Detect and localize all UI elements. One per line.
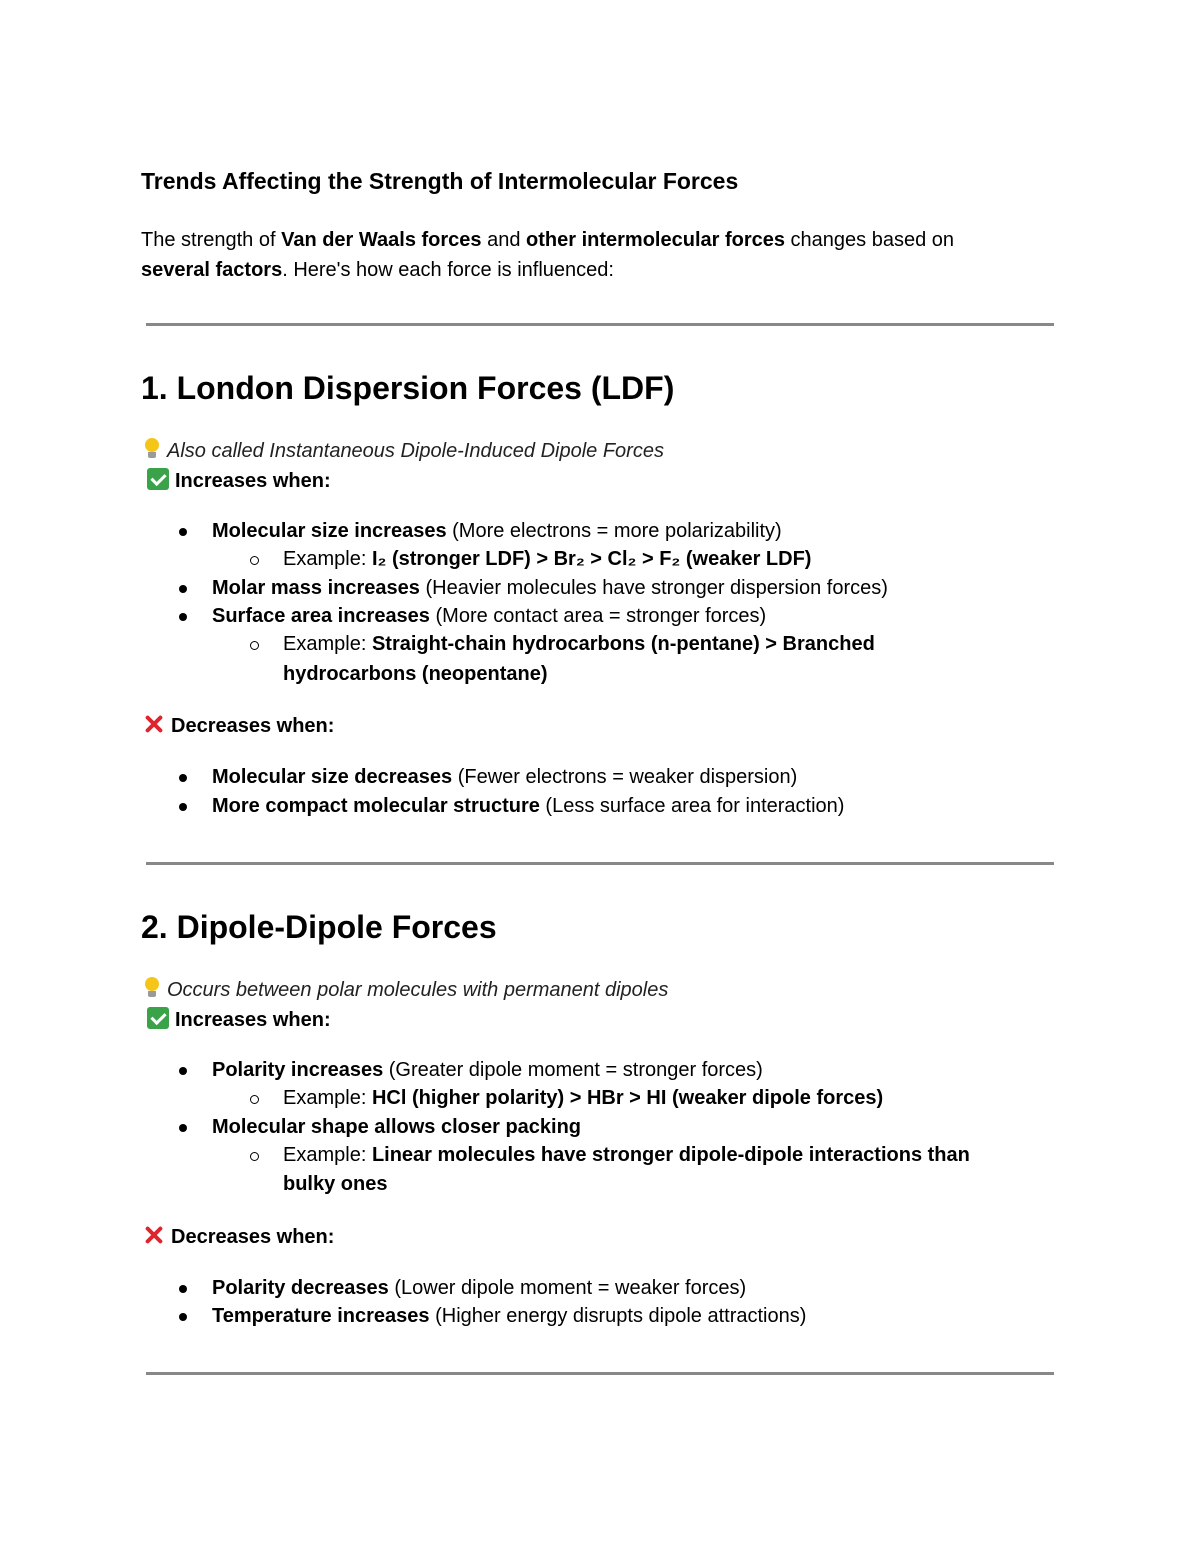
ldf-note: [143, 438, 664, 463]
intro-bold: Van der Waals forces: [281, 229, 482, 251]
dipole-note: [143, 977, 668, 1002]
list-item: [212, 605, 766, 628]
bullet-icon: [179, 528, 187, 536]
dipole-increases-label: [147, 1007, 331, 1032]
list-item: [212, 1277, 746, 1300]
item-text: (More electrons = more polarizability): [446, 520, 782, 542]
label-text: Increases when:: [175, 1009, 331, 1031]
sub-bullet-icon: [250, 641, 259, 650]
intro-text: changes based on: [785, 229, 955, 251]
ldf-increases-label: [147, 468, 331, 493]
example-label: Example:: [283, 1087, 372, 1109]
section-heading-dipole: 2. Dipole-Dipole Forces: [141, 909, 497, 945]
list-subitem: [283, 633, 875, 656]
intro-text: The strength of: [141, 229, 282, 251]
label-text: Decreases when:: [171, 715, 335, 737]
list-item: [212, 766, 797, 789]
list-item: [212, 520, 782, 543]
example-label: Example:: [283, 633, 372, 655]
list-subitem: [283, 1144, 970, 1167]
item-bold: Molecular size increases: [212, 520, 447, 542]
bullet-icon: [179, 803, 187, 811]
example-text: HCl (higher polarity) > HBr > HI (weaker dipole forces): [371, 1087, 884, 1109]
bullet-icon: [179, 1067, 187, 1075]
horizontal-rule: [146, 1372, 1054, 1375]
note-text: Occurs between polar molecules with permanent dipoles: [167, 979, 669, 1001]
item-text: (Lower dipole moment = weaker forces): [388, 1277, 747, 1299]
intro-text: and: [481, 229, 527, 251]
example-text: I₂ (stronger LDF) > Br₂ > Cl₂ > F₂ (weaker LDF): [371, 548, 812, 570]
list-item: [212, 795, 844, 818]
lightbulb-icon: [143, 977, 161, 999]
item-bold: Surface area increases: [212, 605, 430, 627]
bullet-icon: [179, 585, 187, 593]
check-icon: [147, 1007, 169, 1029]
item-bold: Polarity increases: [212, 1059, 384, 1081]
item-bold: More compact molecular structure: [212, 795, 540, 817]
bullet-icon: [179, 613, 187, 621]
sub-bullet-icon: [250, 1152, 259, 1161]
dipole-decreases-label: [143, 1224, 334, 1249]
intro-bold: other intermolecular forces: [526, 229, 785, 251]
list-subitem-continuation: hydrocarbons (neopentane): [283, 663, 548, 685]
ldf-decreases-label: [143, 713, 334, 738]
item-text: (Less surface area for interaction): [539, 795, 845, 817]
document-title: Trends Affecting the Strength of Intermolecular Forces: [141, 168, 739, 194]
list-item: Molecular shape allows closer packing: [212, 1116, 582, 1138]
list-subitem: [283, 1087, 883, 1110]
example-label: Example:: [283, 548, 372, 570]
item-text: (Higher energy disrupts dipole attractions): [429, 1305, 807, 1327]
check-icon: [147, 468, 169, 490]
item-text: (More contact area = stronger forces): [429, 605, 767, 627]
cross-icon: [143, 713, 165, 735]
intro-text: . Here's how each force is influenced:: [282, 259, 614, 281]
intro-paragraph: [141, 225, 1061, 285]
cross-icon: [143, 1224, 165, 1246]
list-item: [212, 1305, 806, 1328]
sub-bullet-icon: [250, 556, 259, 565]
bullet-icon: [179, 1124, 187, 1132]
label-text: Decreases when:: [171, 1226, 335, 1248]
item-text: (Fewer electrons = weaker dispersion): [452, 766, 798, 788]
list-subitem: [283, 548, 811, 571]
horizontal-rule: [146, 323, 1054, 326]
horizontal-rule: [146, 862, 1054, 865]
sub-bullet-icon: [250, 1095, 259, 1104]
label-text: Increases when:: [175, 470, 331, 492]
item-bold: Polarity decreases: [212, 1277, 389, 1299]
item-bold: Temperature increases: [212, 1305, 430, 1327]
bullet-icon: [179, 774, 187, 782]
example-text: Linear molecules have stronger dipole-dipole interactions than: [371, 1144, 970, 1166]
example-label: Example:: [283, 1144, 372, 1166]
example-text: Straight-chain hydrocarbons (n-pentane) > Branched: [371, 633, 875, 655]
bullet-icon: [179, 1313, 187, 1321]
item-text: (Greater dipole moment = stronger forces): [383, 1059, 763, 1081]
list-item: [212, 1059, 763, 1082]
section-heading-ldf: 1. London Dispersion Forces (LDF): [141, 370, 675, 406]
item-bold: Molecular size decreases: [212, 766, 453, 788]
list-item: [212, 577, 888, 600]
lightbulb-icon: [143, 438, 161, 460]
list-subitem-continuation: bulky ones: [283, 1173, 388, 1195]
item-bold: Molar mass increases: [212, 577, 420, 599]
bullet-icon: [179, 1285, 187, 1293]
note-text: Also called Instantaneous Dipole-Induced Dipole Forces: [167, 440, 664, 462]
intro-bold: several factors: [141, 259, 283, 281]
item-text: (Heavier molecules have stronger dispersion forces): [419, 577, 888, 599]
